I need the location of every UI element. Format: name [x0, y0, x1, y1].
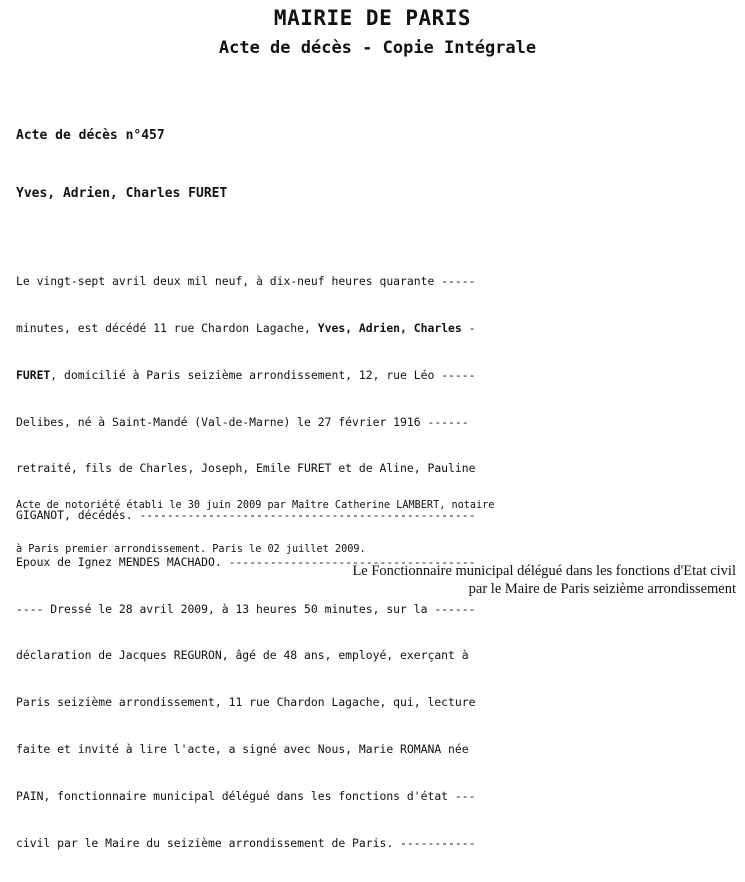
body-name-bold: Yves, Adrien, Charles: [317, 320, 462, 335]
notoriete-line: Acte de notoriété établi le 30 juin 2009 par Maître Catherine LAMBERT, notaire: [16, 500, 495, 511]
notoriete-line: à Paris premier arrondissement. Paris le 02 juillet 2009.: [16, 543, 366, 555]
page-subtitle: Acte de décès - Copie Intégrale: [218, 38, 537, 58]
body-line: Le vingt-sept avril deux mil neuf, à dix-neuf heures quarante -----: [16, 274, 476, 289]
acte-number: Acte de décès n°457: [16, 128, 165, 143]
body-line: GIGANOT, décédés. -------------------------------------------------: [16, 508, 476, 523]
page-title: MAIRIE DE PARIS: [273, 6, 472, 30]
body-line: civil par le Maire du seizième arrondissement de Paris. -----------: [16, 835, 476, 850]
body-line-segment: -: [461, 320, 476, 335]
body-line: [16, 321, 596, 337]
signature-block: [352, 562, 736, 598]
deceased-name: Yves, Adrien, Charles FURET: [16, 186, 228, 201]
body-line: [16, 368, 596, 384]
body-line: Paris seizième arrondissement, 11 rue Chardon Lagache, qui, lecture: [16, 695, 476, 710]
body-line: Delibes, né à Saint-Mandé (Val-de-Marne) le 27 février 1916 ------: [16, 414, 469, 429]
body-line: Epoux de Ignez MENDES MACHADO. ------------------------------------: [16, 554, 476, 569]
body-line: faite et invité à lire l'acte, a signé avec Nous, Marie ROMANA née: [16, 742, 469, 756]
signature-line: Le Fonctionnaire municipal délégué dans les fonctions d'Etat civil: [352, 563, 736, 579]
body-line: retraité, fils de Charles, Joseph, Emile FURET et de Aline, Pauline: [16, 461, 476, 476]
body-line-segment: minutes, est décédé 11 rue Chardon Lagache,: [16, 320, 318, 335]
body-line-segment: , domicilié à Paris seizième arrondissement, 12, rue Léo -----: [50, 367, 476, 382]
body-line: ---- Dressé le 28 avril 2009, à 13 heures 50 minutes, sur la ------: [16, 601, 476, 616]
signature-line: par le Maire de Paris seizième arrondissement: [468, 581, 736, 597]
body-line: PAIN, fonctionnaire municipal délégué dans les fonctions d'état ---: [16, 788, 476, 803]
body-line: déclaration de Jacques REGURON, âgé de 48 ans, employé, exerçant à: [16, 648, 469, 663]
body-surname-bold: FURET: [16, 367, 51, 382]
